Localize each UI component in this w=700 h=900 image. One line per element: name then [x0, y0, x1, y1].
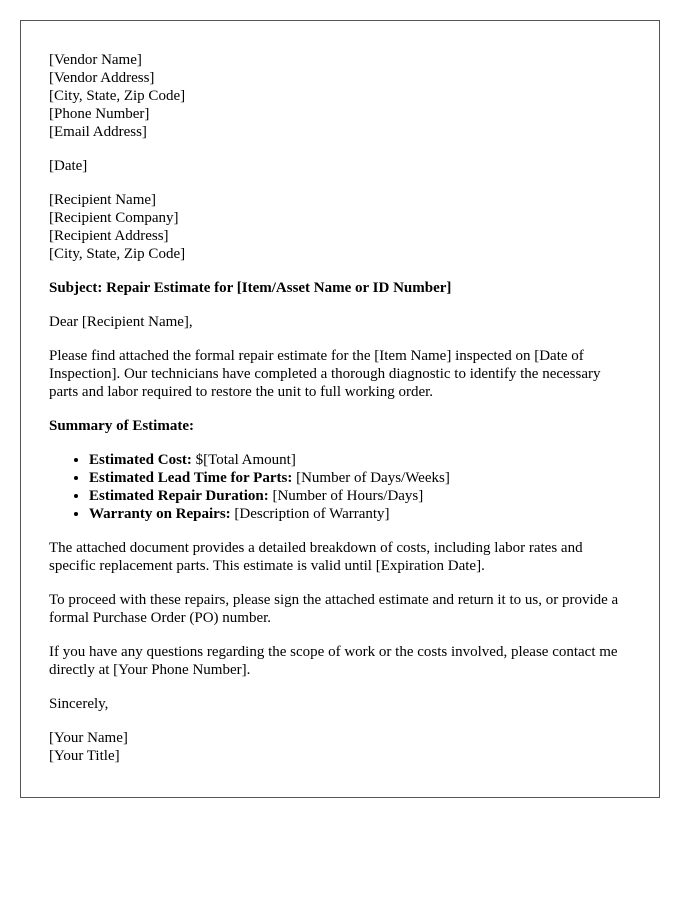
- vendor-phone: [Phone Number]: [49, 106, 150, 122]
- salutation: Dear [Recipient Name],: [49, 314, 193, 330]
- questions-paragraph: If you have any questions regarding the scope of work or the costs involved, please contact me directly at [Your Phone Number].: [49, 644, 618, 678]
- date-line: [Date]: [49, 158, 88, 174]
- recipient-city-state-zip: [City, State, Zip Code]: [49, 246, 186, 262]
- summary-item-value: [Description of Warranty]: [230, 506, 390, 522]
- summary-list: [49, 451, 631, 523]
- signature-name: [Your Name]: [49, 730, 128, 746]
- vendor-email: [Email Address]: [49, 124, 147, 140]
- breakdown-paragraph: The attached document provides a detailed breakdown of costs, including labor rates and specific replacement parts. This estimate is valid until [Expiration Date].: [49, 540, 583, 574]
- subject-line: Subject: Repair Estimate for [Item/Asset Name or ID Number]: [49, 280, 452, 296]
- proceed-paragraph: To proceed with these repairs, please sign the attached estimate and return it to us, or provide a formal Purchase Order (PO) number.: [49, 592, 619, 626]
- summary-item-label: Estimated Lead Time for Parts:: [89, 470, 293, 486]
- summary-item-value: [Number of Hours/Days]: [268, 488, 424, 504]
- vendor-block: [49, 51, 631, 141]
- intro-paragraph: Please find attached the formal repair estimate for the [Item Name] inspected on [Date of Inspection]. Our technicians have completed a thorough diagnostic to identify the necessary parts and labor required to restore the unit to full working order.: [49, 348, 601, 400]
- list-item: [89, 469, 631, 487]
- list-item: [89, 487, 631, 505]
- vendor-city-state-zip: [City, State, Zip Code]: [49, 88, 186, 104]
- vendor-name: [Vendor Name]: [49, 52, 142, 68]
- letter-page: [20, 20, 660, 798]
- summary-item-value: $[Total Amount]: [191, 452, 296, 468]
- summary-heading: Summary of Estimate:: [49, 418, 194, 434]
- list-item: [89, 505, 631, 523]
- recipient-address: [Recipient Address]: [49, 228, 169, 244]
- list-item: [89, 451, 631, 469]
- signature-title: [Your Title]: [49, 748, 120, 764]
- vendor-address: [Vendor Address]: [49, 70, 155, 86]
- recipient-block: [49, 191, 631, 263]
- recipient-company: [Recipient Company]: [49, 210, 179, 226]
- closing: Sincerely,: [49, 696, 109, 712]
- summary-item-label: Warranty on Repairs:: [89, 506, 231, 522]
- summary-item-label: Estimated Repair Duration:: [89, 488, 269, 504]
- summary-item-value: [Number of Days/Weeks]: [292, 470, 450, 486]
- signature-block: [49, 729, 631, 765]
- recipient-name: [Recipient Name]: [49, 192, 157, 208]
- summary-item-label: Estimated Cost:: [89, 452, 192, 468]
